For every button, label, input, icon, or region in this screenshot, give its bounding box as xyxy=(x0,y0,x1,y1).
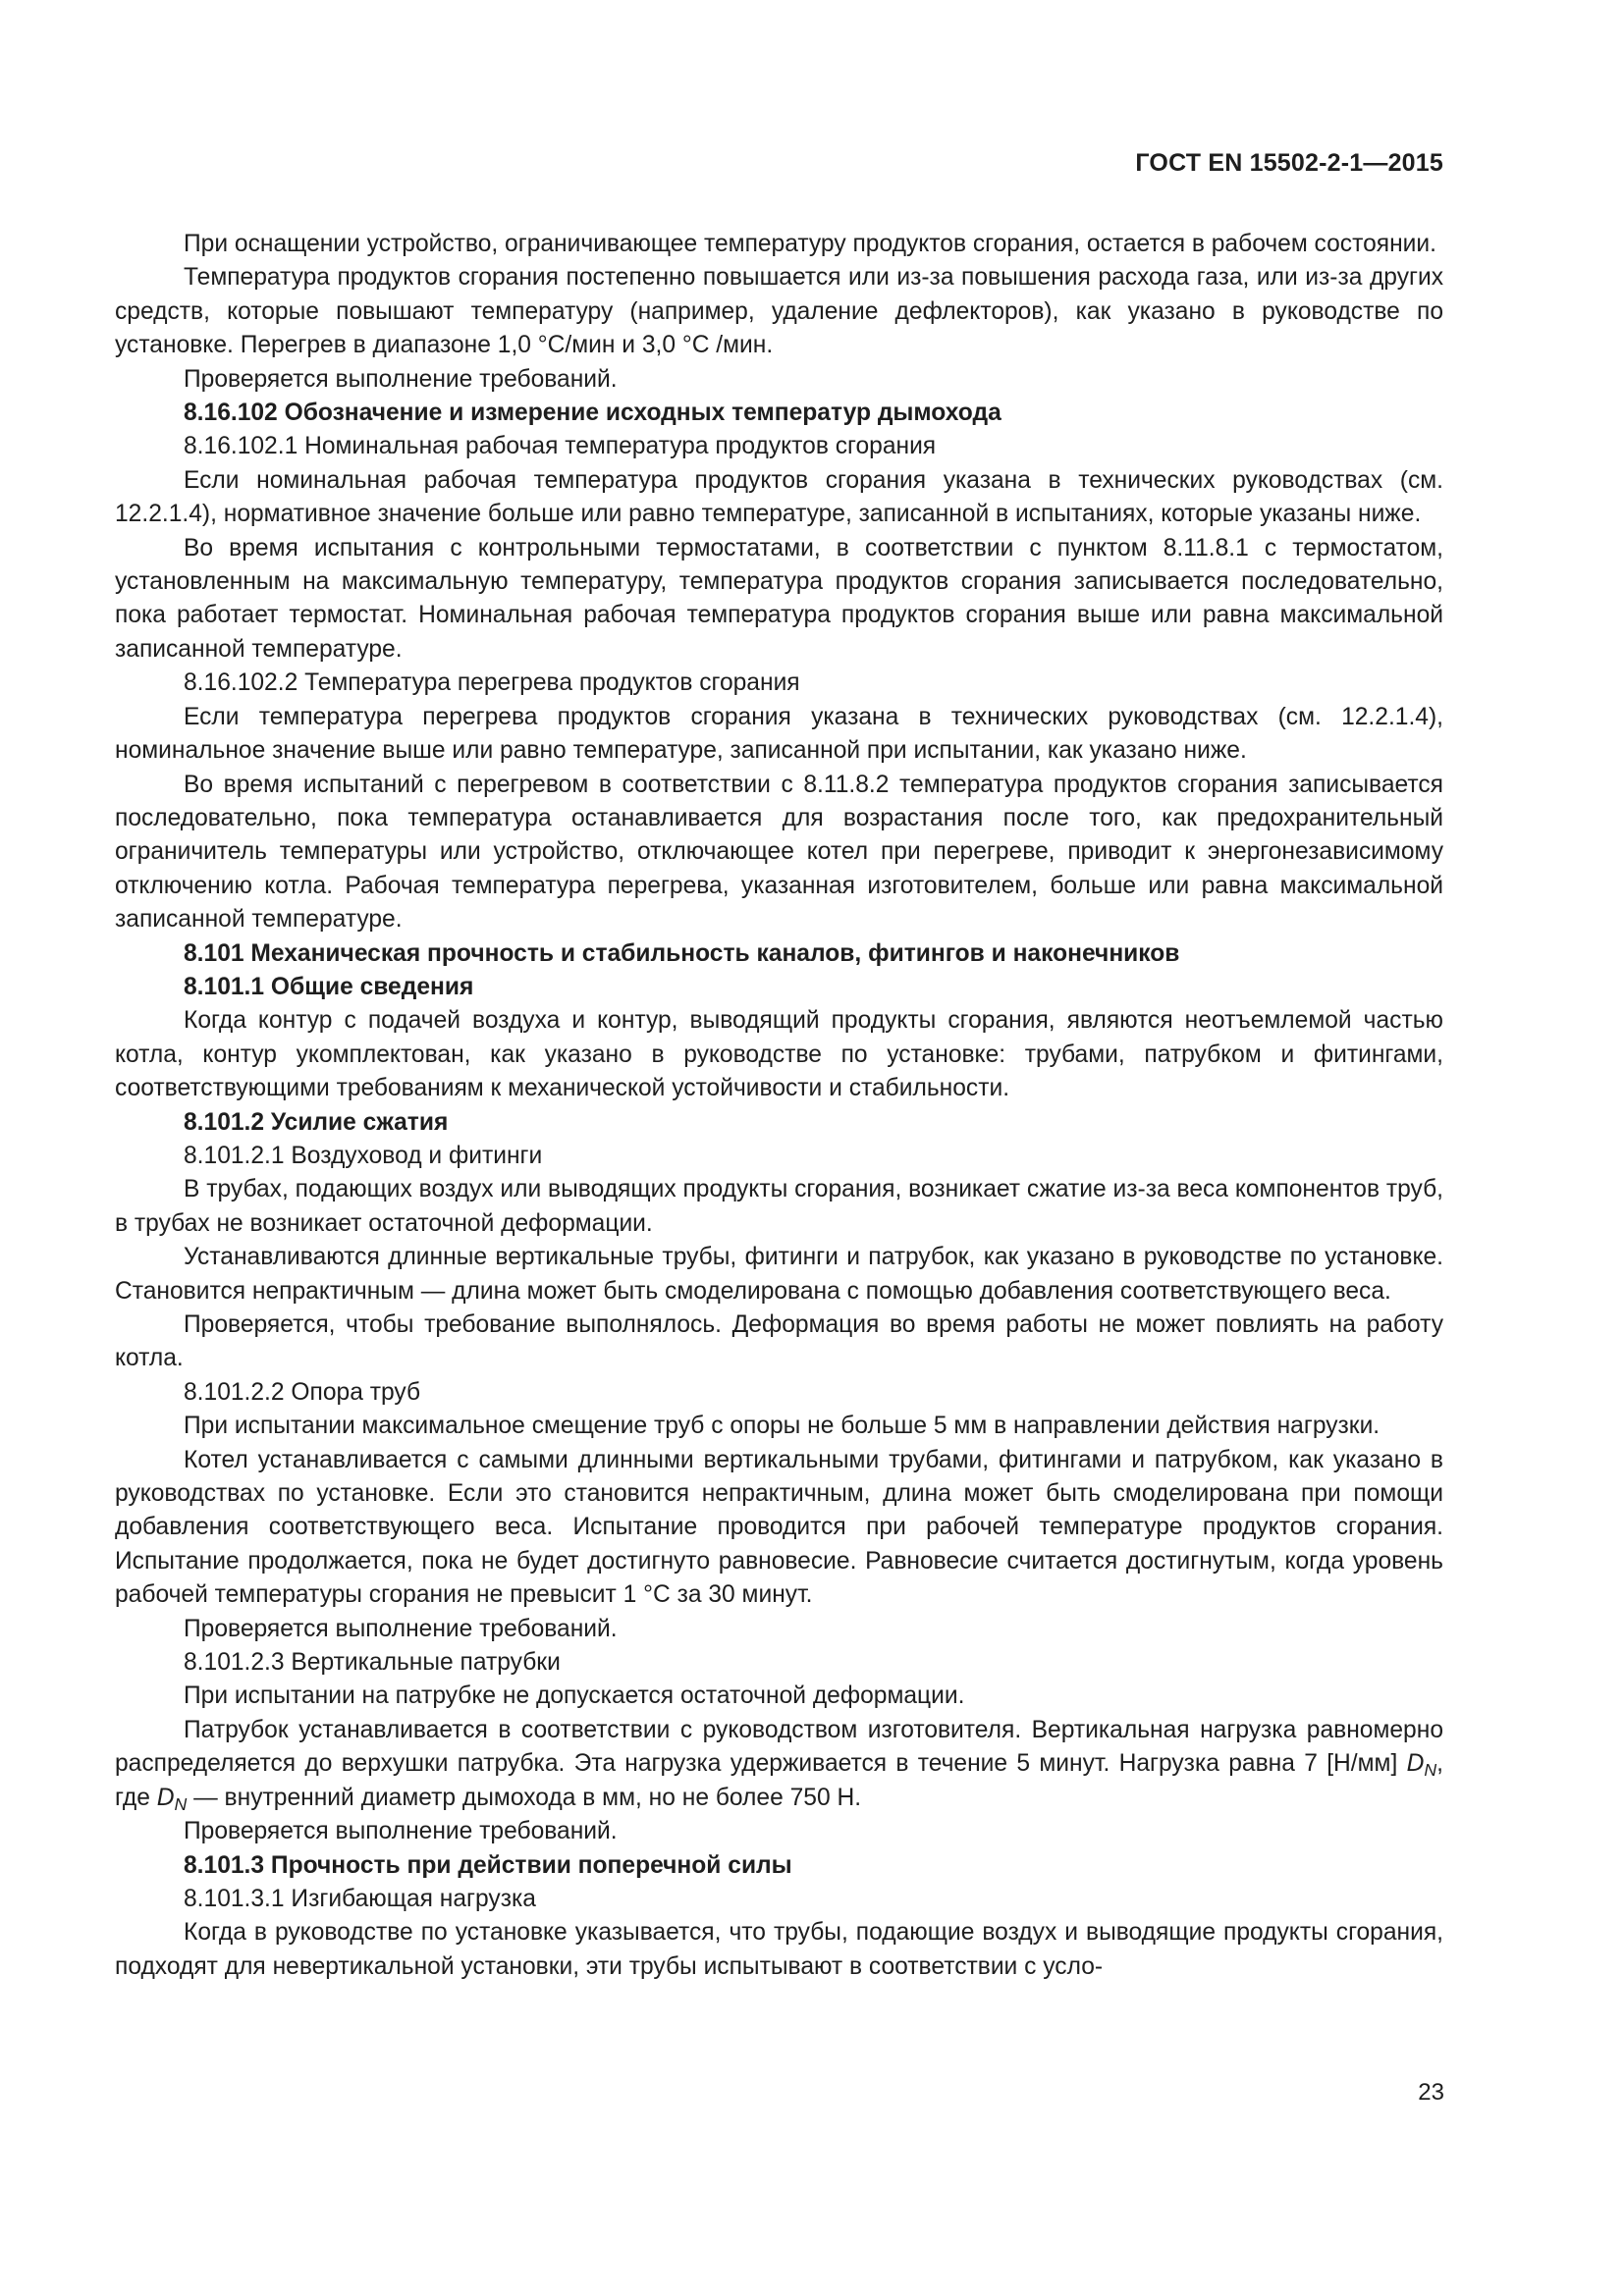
subsection-heading: 8.101.2.3 Вертикальные патрубки xyxy=(184,1649,561,1677)
section-heading-8-101: 8.101 Механическая прочность и стабильность каналов, фитингов и наконечников xyxy=(184,939,1180,967)
paragraph: Котел устанавливается с самыми длинными вертикальными трубами, фитингами и патрубком, как указано в руководствах по установке. Если это становится непрактичным, длина может быть смоделирована при помощи добавления соответствующего веса. Испытание проводится при рабочей температуре продуктов сгорания. Испытание продолжается, пока не будет достигнуто равновесие. Равновесие считается достигнутым, когда уровень рабочей температуры сгорания не превысит 1 °С за 30 минут. xyxy=(115,1446,1443,1609)
paragraph: Если температура перегрева продуктов сгорания указана в технических руководствах (см. 12.2.1.4), номинальное значение выше или равно температуре, записанной при испытании, как указано ниже. xyxy=(115,703,1443,765)
paragraph: Если номинальная рабочая температура продуктов сгорания указана в технических руководствах (см. 12.2.1.4), нормативное значение больше или равно температуре, записанной в испытаниях, которые указаны ниже. xyxy=(115,466,1443,528)
paragraph: При испытании на патрубке не допускается остаточной деформации. xyxy=(184,1682,965,1710)
paragraph xyxy=(115,1714,1443,1815)
text-run: — внутренний диаметр дымохода в мм, но не более 750 Н. xyxy=(187,1784,862,1811)
paragraph: Когда контур с подачей воздуха и контур, выводящий продукты сгорания, являются неотъемлемой частью котла, контур укомплектован, как указано в руководстве по установке: трубами, патрубком и фитингами, соответствующими требованиям к механической устойчивости и стабильности. xyxy=(115,1007,1443,1102)
paragraph: Проверяется выполнение требований. xyxy=(184,1615,618,1642)
subscript-n xyxy=(1424,1760,1436,1780)
paragraph: Устанавливаются длинные вертикальные трубы, фитинги и патрубок, как указано в руководстве по установке. Становится непрактичным — длина может быть смоделирована с помощью добавления соответствующего веса. xyxy=(115,1244,1443,1305)
paragraph: Проверяется выполнение требований. xyxy=(184,1818,618,1845)
paragraph: Температура продуктов сгорания постепенно повышается или из-за повышения расхода газа, или из-за других средств, которые повышают температуру (например, удаление дефлекторов), как указано в руководстве по установке. Перегрев в диапазоне 1,0 °С/мин и 3,0 °С /мин. xyxy=(115,264,1443,359)
document-code-header: ГОСТ EN 15502-2-1—2015 xyxy=(1135,149,1443,177)
paragraph: Проверяется выполнение требований. xyxy=(184,365,618,393)
subsection-heading: 8.101.2.1 Воздуховод и фитинги xyxy=(184,1142,543,1169)
paragraph: Проверяется, чтобы требование выполнялось. Деформация во время работы не может повлиять на работу котла. xyxy=(115,1311,1443,1372)
text-run: Патрубок устанавливается в соответствии с руководством изготовителя. Вертикальная нагрузка равномерно распределяется до верхушки патрубка. Эта нагрузка удерживается в течение 5 минут. Нагрузка равна 7 [Н/мм] xyxy=(115,1716,1443,1778)
paragraph: При оснащении устройство, ограничивающее температуру продуктов сгорания, остается в рабочем состоянии. xyxy=(184,231,1436,257)
paragraph: Во время испытания с контрольными термостатами, в соответствии с пунктом 8.11.8.1 с термостатом, установленным на максимальную температуру, температура продуктов сгорания записывается последовательно, пока работает термостат. Номинальная рабочая температура продуктов сгорания выше или равна максимальной записанной температуре. xyxy=(115,534,1443,663)
symbol-n: N xyxy=(174,1793,188,1814)
symbol-n: N xyxy=(1424,1760,1437,1781)
section-heading-8-101-2: 8.101.2 Усилие сжатия xyxy=(184,1108,449,1136)
symbol-d: D xyxy=(156,1784,175,1811)
symbol-d: D xyxy=(1406,1750,1425,1778)
section-heading-8-101-3: 8.101.3 Прочность при действии поперечной силы xyxy=(184,1851,792,1879)
subsection-heading: 8.101.3.1 Изгибающая нагрузка xyxy=(184,1885,536,1912)
text-run: , где xyxy=(115,1750,1443,1811)
subsection-heading: 8.16.102.1 Номинальная рабочая температура продуктов сгорания xyxy=(184,433,937,460)
paragraph: Во время испытаний с перегревом в соответствии с 8.11.8.2 температура продуктов сгорания записывается последовательно, пока температура останавливается для возрастания после того, как предохранительный ограничитель температуры или устройство, отключающее котел при перегреве, приводит к энергонезависимому отключению котла. Рабочая температура перегрева, указанная изготовителем, больше или равна максимальной записанной температуре. xyxy=(115,771,1443,934)
page-number: 23 xyxy=(1418,2079,1444,2106)
subscript-n xyxy=(175,1794,188,1814)
section-heading-8-16-102: 8.16.102 Обозначение и измерение исходных температур дымохода xyxy=(184,400,1001,427)
subsection-heading: 8.101.2.2 Опора труб xyxy=(184,1378,421,1406)
document-body xyxy=(115,228,1443,1984)
subsection-heading: 8.16.102.2 Температура перегрева продуктов сгорания xyxy=(184,669,800,697)
paragraph: В трубах, подающих воздух или выводящих продукты сгорания, возникает сжатие из-за веса компонентов труб, в трубах не возникает остаточной деформации. xyxy=(115,1176,1443,1237)
paragraph: Когда в руководстве по установке указывается, что трубы, подающие воздух и выводящие продукты сгорания, подходят для невертикальной установки, эти трубы испытывают в соответствии с усло- xyxy=(115,1919,1443,1980)
section-heading-8-101-1: 8.101.1 Общие сведения xyxy=(184,973,474,1000)
paragraph: При испытании максимальное смещение труб с опоры не больше 5 мм в направлении действия нагрузки. xyxy=(184,1413,1380,1440)
